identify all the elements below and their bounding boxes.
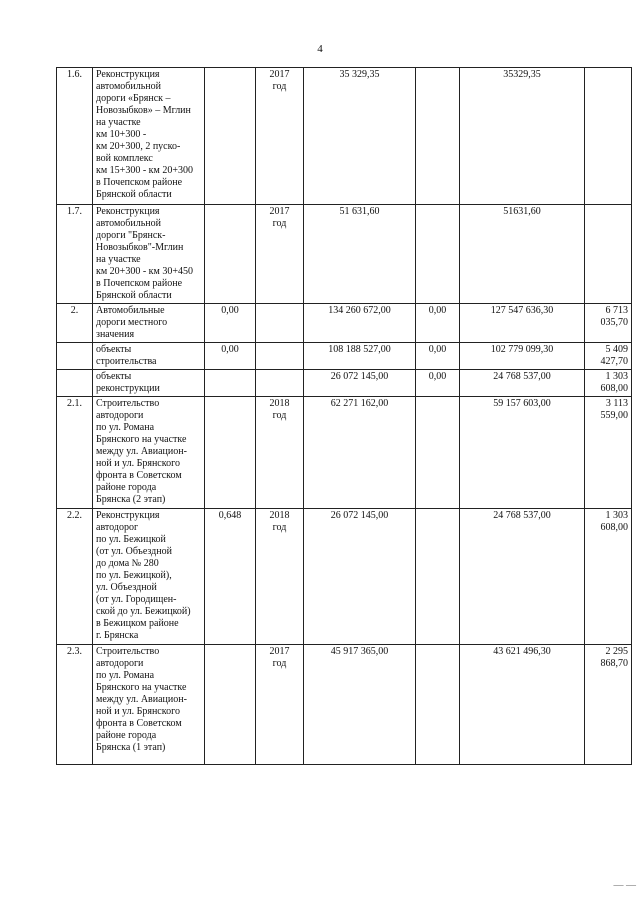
federal-funds-cell <box>416 205 460 304</box>
completion-year-cell <box>256 304 304 343</box>
regional-funds-cell: 102 779 099,30 <box>460 343 585 370</box>
completion-year-cell: 2017 год <box>256 205 304 304</box>
local-funds-cell: 6 713 035,70 <box>585 304 632 343</box>
regional-funds-cell: 24 768 537,00 <box>460 509 585 645</box>
total-cost-cell: 134 260 672,00 <box>304 304 416 343</box>
local-funds-cell: 5 409 427,70 <box>585 343 632 370</box>
federal-funds-cell: 0,00 <box>416 343 460 370</box>
completion-year-cell: 2017 год <box>256 68 304 205</box>
regional-funds-cell: 43 621 496,30 <box>460 645 585 765</box>
federal-funds-cell: 0,00 <box>416 304 460 343</box>
row-number-cell <box>57 343 93 370</box>
table-row <box>57 509 632 645</box>
federal-funds-cell <box>416 68 460 205</box>
margin-mark: — — <box>613 880 636 891</box>
row-number-cell <box>57 370 93 397</box>
object-name-cell: Реконструкция автомобильной дороги "Брянск- Новозыбков"-Мглин на участке км 20+300 - км 30+450 в Почепском районе Брянской области <box>93 205 205 304</box>
row-number-cell: 2.1. <box>57 397 93 509</box>
federal-funds-cell <box>416 509 460 645</box>
capacity-value-cell: 0,648 <box>205 509 256 645</box>
table-row <box>57 645 632 765</box>
capacity-value-cell: 0,00 <box>205 304 256 343</box>
local-funds-cell: 1 303 608,00 <box>585 509 632 645</box>
table-row <box>57 370 632 397</box>
row-number-cell: 1.7. <box>57 205 93 304</box>
total-cost-cell: 26 072 145,00 <box>304 370 416 397</box>
capacity-value-cell <box>205 68 256 205</box>
table-row <box>57 68 632 205</box>
object-name-cell: Автомобильные дороги местного значения <box>93 304 205 343</box>
total-cost-cell: 35 329,35 <box>304 68 416 205</box>
local-funds-cell <box>585 68 632 205</box>
capacity-value-cell <box>205 645 256 765</box>
page-number: 4 <box>317 43 323 55</box>
completion-year-cell <box>256 343 304 370</box>
local-funds-cell: 3 113 559,00 <box>585 397 632 509</box>
capacity-value-cell <box>205 370 256 397</box>
total-cost-cell: 26 072 145,00 <box>304 509 416 645</box>
regional-funds-cell: 59 157 603,00 <box>460 397 585 509</box>
table-row <box>57 304 632 343</box>
total-cost-cell: 108 188 527,00 <box>304 343 416 370</box>
row-number-cell: 1.6. <box>57 68 93 205</box>
regional-funds-cell: 51631,60 <box>460 205 585 304</box>
row-number-cell: 2.3. <box>57 645 93 765</box>
object-name-cell: Строительство автодороги по ул. Романа Брянского на участке между ул. Авиацион- ной и ул. Брянского фронта в Советском районе города Брянска (1 этап) <box>93 645 205 765</box>
capacity-value-cell <box>205 397 256 509</box>
federal-funds-cell <box>416 397 460 509</box>
local-funds-cell: 2 295 868,70 <box>585 645 632 765</box>
table-row <box>57 205 632 304</box>
object-name-cell: Реконструкция автомобильной дороги «Брянск – Новозыбков» – Мглин на участке км 10+300 - км 20+300, 2 пуско- вой комплекс км 15+300 - км 20+300 в Почепском районе Брянской области <box>93 68 205 205</box>
capacity-value-cell: 0,00 <box>205 343 256 370</box>
object-name-cell: Строительство автодороги по ул. Романа Брянского на участке между ул. Авиацион- ной и ул. Брянского фронта в Советском районе города Брянска (2 этап) <box>93 397 205 509</box>
regional-funds-cell: 127 547 636,30 <box>460 304 585 343</box>
completion-year-cell: 2018 год <box>256 397 304 509</box>
local-funds-cell <box>585 205 632 304</box>
table-row <box>57 343 632 370</box>
object-name-cell: объекты реконструкции <box>93 370 205 397</box>
capacity-value-cell <box>205 205 256 304</box>
regional-funds-cell: 24 768 537,00 <box>460 370 585 397</box>
completion-year-cell: 2017 год <box>256 645 304 765</box>
completion-year-cell: 2018 год <box>256 509 304 645</box>
regional-funds-cell: 35329,35 <box>460 68 585 205</box>
budget-table <box>56 67 632 765</box>
federal-funds-cell <box>416 645 460 765</box>
federal-funds-cell: 0,00 <box>416 370 460 397</box>
object-name-cell: Реконструкция автодорог по ул. Бежицкой (от ул. Объездной до дома № 280 по ул. Бежицкой), ул. Объездной (от ул. Городищен- ской до ул. Бежицкой) в Бежицком районе г. Брянска <box>93 509 205 645</box>
completion-year-cell <box>256 370 304 397</box>
object-name-cell: объекты строительства <box>93 343 205 370</box>
row-number-cell: 2. <box>57 304 93 343</box>
local-funds-cell: 1 303 608,00 <box>585 370 632 397</box>
total-cost-cell: 51 631,60 <box>304 205 416 304</box>
total-cost-cell: 45 917 365,00 <box>304 645 416 765</box>
row-number-cell: 2.2. <box>57 509 93 645</box>
total-cost-cell: 62 271 162,00 <box>304 397 416 509</box>
table-row <box>57 397 632 509</box>
